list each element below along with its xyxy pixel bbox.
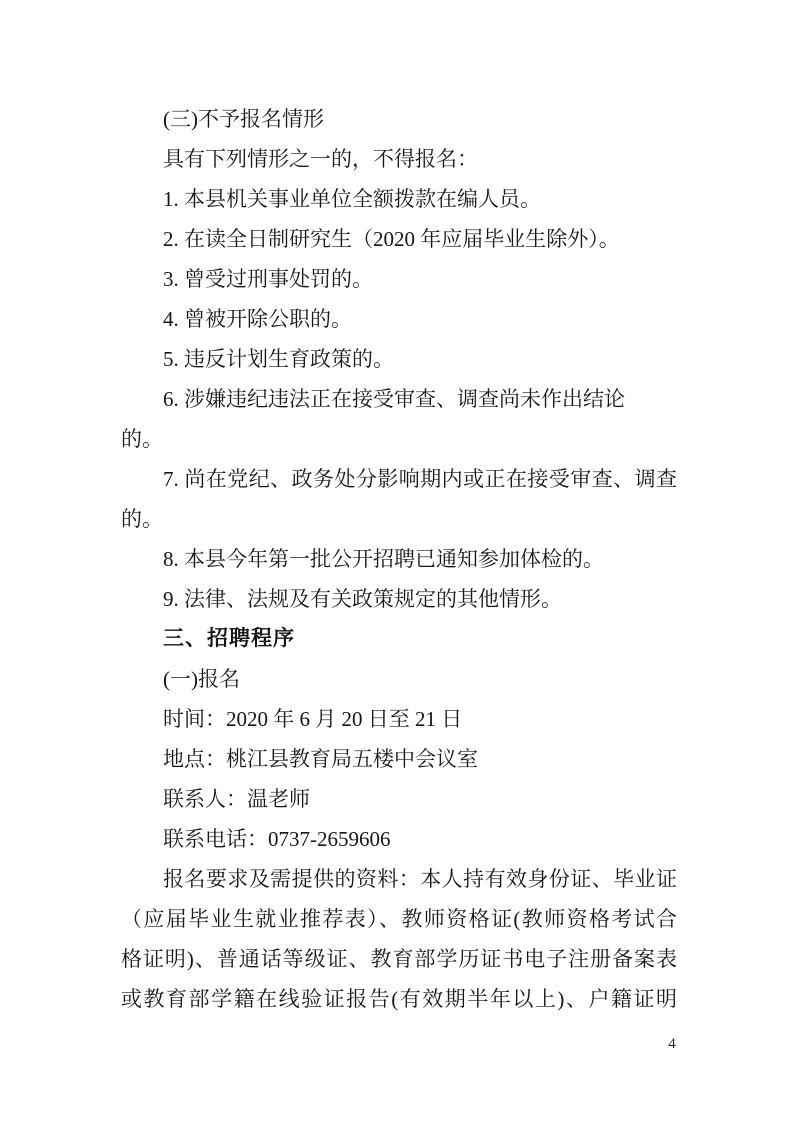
subsection-heading: (三)不予报名情形 bbox=[163, 107, 324, 131]
text-line: 联系电话：0737-2659606 bbox=[163, 827, 391, 851]
text-line: 6. 涉嫌违纪违法正在接受审查、调查尚未作出结论 bbox=[163, 387, 625, 411]
text-line: 具有下列情形之一的，不得报名： bbox=[163, 147, 478, 171]
text-line-continuation: 的。 bbox=[121, 507, 163, 531]
text-line-continuation: 或教育部学籍在线验证报告(有效期半年以上)、户籍证明 bbox=[121, 987, 677, 1011]
document-body bbox=[121, 99, 677, 1019]
text-line-continuation: 的。 bbox=[121, 427, 163, 451]
text-line: 3. 曾受过刑事处罚的。 bbox=[163, 267, 373, 291]
text-line: 报名要求及需提供的资料：本人持有效身份证、毕业证 bbox=[163, 867, 677, 891]
text-line-continuation: 格证明)、普通话等级证、教育部学历证书电子注册备案表 bbox=[121, 947, 677, 971]
text-line: 时间：2020 年 6 月 20 日至 21 日 bbox=[163, 707, 463, 731]
page-number: 4 bbox=[668, 1036, 676, 1052]
text-line: 2. 在读全日制研究生（2020 年应届毕业生除外）。 bbox=[163, 227, 620, 251]
text-line: 5. 违反计划生育政策的。 bbox=[163, 347, 394, 371]
text-line: 7. 尚在党纪、政务处分影响期内或正在接受审查、调查 bbox=[163, 467, 677, 491]
text-line: 1. 本县机关事业单位全额拨款在编人员。 bbox=[163, 187, 541, 211]
text-line-continuation: （应届毕业生就业推荐表）、教师资格证(教师资格考试合 bbox=[121, 907, 677, 931]
subsection-heading: (一)报名 bbox=[163, 667, 240, 691]
text-line: 8. 本县今年第一批公开招聘已通知参加体检的。 bbox=[163, 547, 604, 571]
text-line: 4. 曾被开除公职的。 bbox=[163, 307, 352, 331]
text-line: 9. 法律、法规及有关政策规定的其他情形。 bbox=[163, 587, 562, 611]
text-line: 联系人：温老师 bbox=[163, 787, 310, 811]
text-line: 地点：桃江县教育局五楼中会议室 bbox=[163, 747, 478, 771]
section-heading: 三、招聘程序 bbox=[163, 627, 295, 650]
